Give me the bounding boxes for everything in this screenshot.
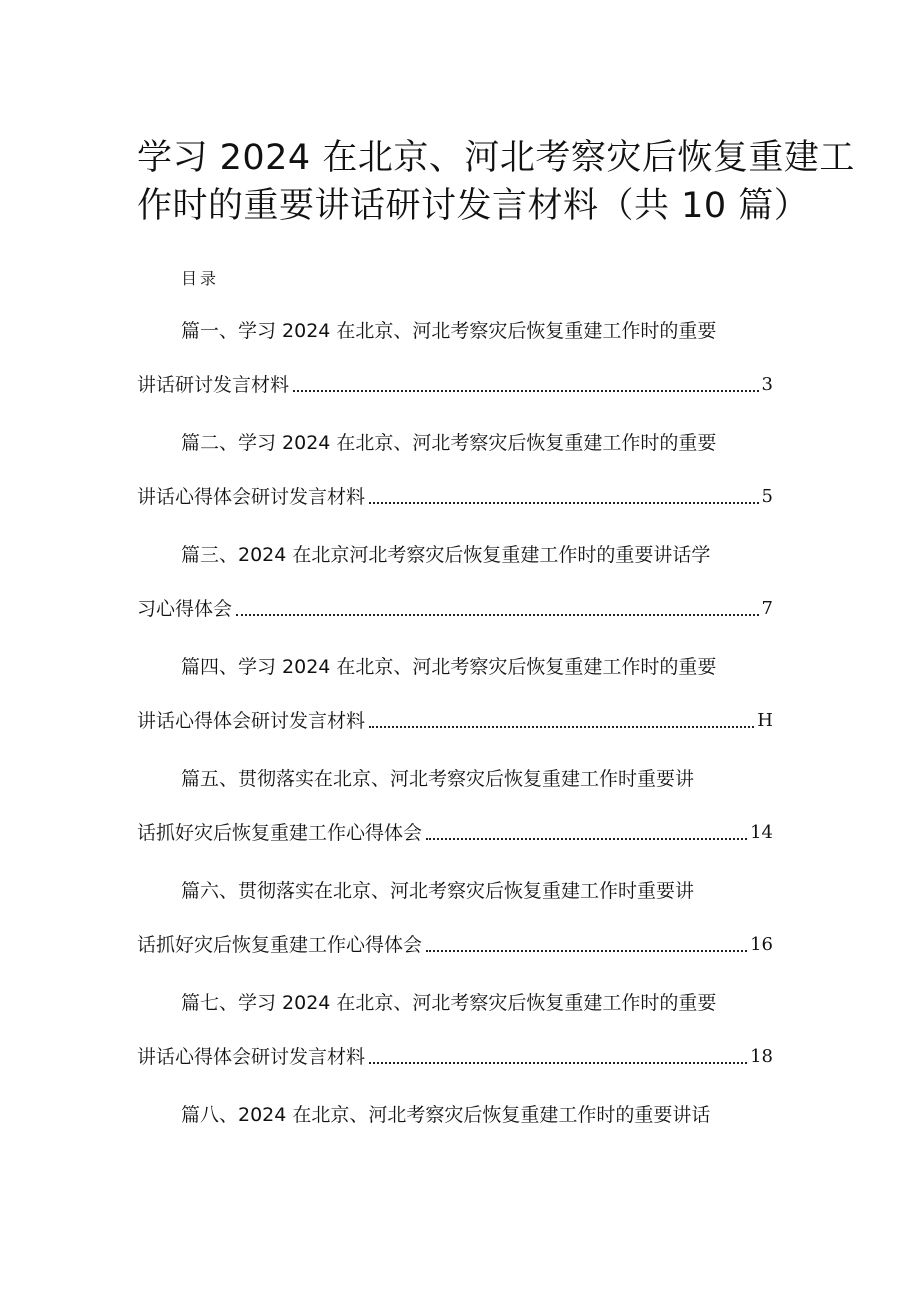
toc-entry-text: 讲话心得体会研讨发言材料 (137, 710, 366, 732)
toc-entry-continuation (137, 708, 773, 734)
dot-leader (426, 838, 747, 840)
toc-entry-continuation (137, 484, 773, 510)
dot-leader (369, 502, 759, 504)
toc-label: 目录 (181, 269, 220, 288)
toc-entry-continuation (137, 372, 773, 398)
toc-entry-heading: 篇七、学习 2024 在北京、河北考察灾后恢复重建工作时的重要 (181, 992, 717, 1014)
toc-entry-text: 讲话研讨发言材料 (137, 374, 290, 396)
toc-page-number: 5 (761, 486, 773, 507)
toc-page-number: 3 (761, 374, 773, 395)
toc-entry-text: 讲话心得体会研讨发言材料 (137, 486, 366, 508)
toc-entry-heading: 篇三、2024 在北京河北考察灾后恢复重建工作时的重要讲话学 (181, 544, 711, 566)
dot-leader (426, 950, 747, 952)
toc-entry-heading: 篇六、贯彻落实在北京、河北考察灾后恢复重建工作时重要讲 (181, 880, 695, 902)
toc-entry-continuation (137, 932, 773, 958)
document-title (137, 134, 855, 230)
toc-entry-heading: 篇二、学习 2024 在北京、河北考察灾后恢复重建工作时的重要 (181, 432, 717, 454)
toc-entry-text: 话抓好灾后恢复重建工作心得体会 (137, 822, 423, 844)
dot-leader (369, 726, 754, 728)
dot-leader (369, 1062, 747, 1064)
title-line-2: 作时的重要讲话研讨发言材料（共 10 篇） (137, 186, 810, 226)
toc-page-number: 14 (750, 822, 773, 843)
toc-page-number: 7 (761, 598, 773, 619)
toc-entry-heading: 篇四、学习 2024 在北京、河北考察灾后恢复重建工作时的重要 (181, 656, 717, 678)
dot-leader (236, 614, 759, 616)
toc-entry-continuation (137, 596, 773, 622)
toc-entry-continuation (137, 820, 773, 846)
dot-leader (293, 390, 759, 392)
toc-page-number: H (757, 710, 773, 731)
toc-entry-text: 话抓好灾后恢复重建工作心得体会 (137, 934, 423, 956)
toc-entry-heading: 篇八、2024 在北京、河北考察灾后恢复重建工作时的重要讲话 (181, 1104, 711, 1126)
toc-entry-heading: 篇五、贯彻落实在北京、河北考察灾后恢复重建工作时重要讲 (181, 768, 695, 790)
toc-page-number: 16 (750, 934, 773, 955)
toc-entry-text: 讲话心得体会研讨发言材料 (137, 1046, 366, 1068)
toc-entry-heading: 篇一、学习 2024 在北京、河北考察灾后恢复重建工作时的重要 (181, 320, 717, 342)
toc-entry-continuation (137, 1044, 773, 1070)
toc-page-number: 18 (750, 1046, 773, 1067)
toc-entry-text: 习心得体会 (137, 598, 233, 620)
title-line-1: 学习 2024 在北京、河北考察灾后恢复重建工 (137, 138, 855, 178)
